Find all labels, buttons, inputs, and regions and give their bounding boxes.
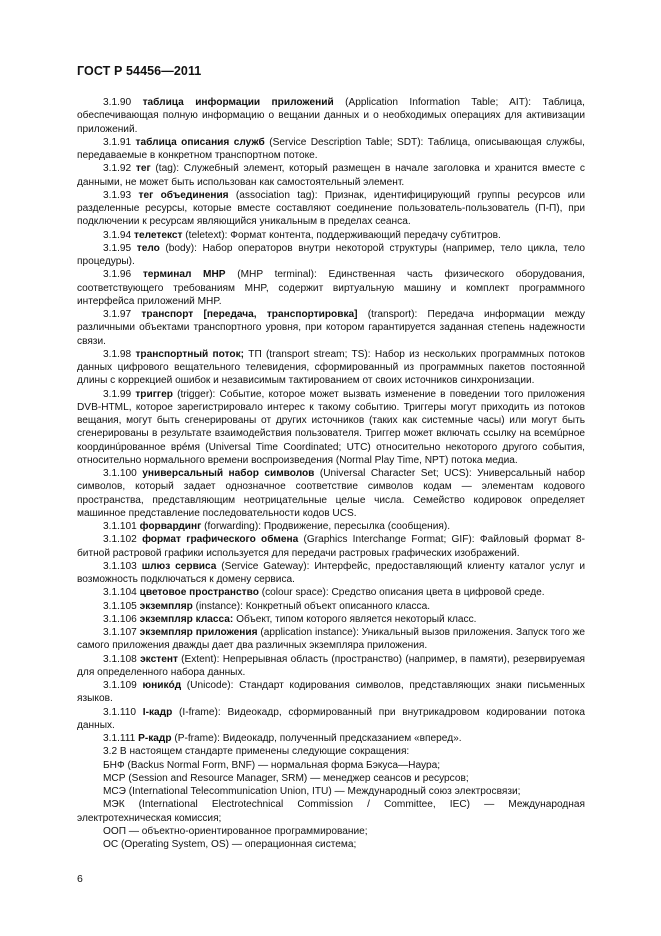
entry-number: 3.1.102	[103, 534, 137, 546]
entry-definition: (Extent): Непрерывная область (пространство) (например, в памяти), резервируемая для определенного набора данных.	[77, 653, 585, 678]
entry-term: тело	[136, 242, 160, 254]
definition-entry	[77, 626, 585, 653]
entry-term: I-кадр	[142, 706, 173, 718]
entry-term: цветовое пространство	[139, 587, 259, 599]
definition-entry	[77, 162, 585, 189]
definition-entry	[77, 613, 585, 626]
definition-entry	[77, 348, 585, 388]
entry-term: экземпляр класса:	[139, 613, 234, 625]
entry-number: 3.1.106	[103, 613, 137, 625]
entry-term: универсальный набор символов	[142, 468, 315, 479]
definition-entry	[77, 560, 585, 587]
entry-term: юникóд	[142, 680, 182, 691]
entry-number: 3.1.90	[103, 97, 132, 108]
entry-definition: Объект, типом которого является некоторый класс.	[233, 613, 477, 625]
entry-term: тег объединения	[138, 189, 229, 201]
entry-definition: (Service Gateway): Интерфейс, предоставляющий клиенту каталог услуг и возможность подключаться к домену сервиса.	[77, 560, 585, 585]
entry-term: транспорт [передача, транспортировка]	[141, 309, 358, 320]
definition-entry	[77, 467, 585, 520]
entry-definition: (instance): Конкретный объект описанного класса.	[192, 600, 431, 612]
entry-term: шлюз сервиса	[141, 560, 217, 572]
entry-term: экземпляр	[139, 600, 193, 612]
abbreviation-item: МЭК (International Electrotechnical Commission / Committee, IEC) — Международная электротехническая комиссия;	[77, 799, 585, 824]
entry-number: 3.1.91	[103, 136, 132, 148]
entry-term: Р-кадр	[138, 733, 172, 744]
entry-definition: (association tag): Признак, идентифицирующий группы ресурсов или разделенные ресурсы, которые вместе составляют соединение пользователь-пользователь (П-П), при подключении к ресурсам являющийся уникальным в пределах сеанса.	[77, 189, 585, 228]
entry-definition: (teletext): Формат контента, поддерживающий передачу субтитров.	[182, 229, 501, 241]
entry-definition: (I-frame): Видеокадр, сформированный при внутрикадровом кодировании потока данных.	[77, 706, 585, 731]
definition-entry	[77, 653, 585, 680]
abbreviation-item: МСР (Session and Resource Manager, SRM) — менеджер сеансов и ресурсов;	[103, 772, 469, 784]
definition-entry	[77, 520, 585, 533]
definition-entry	[77, 136, 585, 163]
entry-term: транспортный поток;	[135, 348, 245, 360]
abbreviation-item: ОС (Operating System, OS) — операционная система;	[103, 839, 357, 850]
definition-entry	[77, 229, 585, 242]
definition-entry	[77, 242, 585, 269]
document-header: ГОСТ Р 54456—2011	[77, 64, 202, 78]
entry-number: 3.1.100	[103, 468, 137, 479]
definition-entry	[77, 586, 585, 599]
entry-term: таблица описания служб	[135, 136, 265, 148]
entry-definition: ТП (transport stream; TS): Набор из нескольких программных потоков данных цифрового вещательного телевидения, сформированный из программных пакетов постоянной длины с коррекцией ошибок и независимым тактированием от своих источников синхронизации.	[77, 348, 585, 387]
entry-definition: (forwarding): Продвижение, пересылка (сообщения).	[201, 521, 451, 532]
entry-number: 3.1.97	[103, 309, 132, 320]
definition-entry	[77, 600, 585, 613]
entry-definition: (body): Набор операторов внутри некоторой структуры (например, тело цикла, тело процедуры).	[77, 242, 585, 267]
entry-term: таблица информации приложений	[142, 97, 334, 108]
entry-number: 3.1.108	[103, 653, 137, 665]
entry-number: 3.1.96	[103, 269, 132, 281]
definition-entry	[77, 308, 585, 348]
entry-term: формат графического обмена	[142, 534, 299, 546]
entry-term: тег	[135, 163, 151, 175]
entry-number: 3.1.93	[103, 189, 132, 201]
definition-entry	[77, 96, 585, 136]
entry-number: 3.1.92	[103, 163, 132, 175]
entry-term: форвардинг	[139, 521, 202, 532]
entry-number: 3.1.101	[103, 521, 137, 532]
abbreviation-item: БНФ (Backus Normal Form, BNF) — нормальная форма Бэкуса—Наура;	[103, 759, 441, 771]
entry-term: триггер	[135, 388, 173, 400]
entry-number: 3.1.110	[103, 706, 137, 718]
definition-entry	[77, 533, 585, 560]
entry-number: 3.1.109	[103, 680, 137, 691]
entry-term: экземпляр приложения	[139, 627, 258, 638]
entry-definition: (application instance): Уникальный вызов приложения. Запуск того же самого приложения дважды дает два различных экземпляра приложения.	[77, 627, 585, 652]
entry-definition: (Universal Character Set; UCS): Универсальный набор символов, который задает однозначное соответствие символов кодам — элементам кодового пространства, представляющим неотрицательные целые числа. Семейство кодировок определяет машинное представление последовательности кодов UCS.	[77, 468, 585, 519]
page-number: 6	[77, 873, 83, 885]
document-body	[77, 96, 585, 851]
entry-number: 3.1.95	[103, 242, 132, 254]
entry-number: 3.1.94	[103, 229, 132, 241]
entry-term: экстент	[140, 653, 178, 665]
entry-number: 3.1.107	[103, 627, 137, 638]
definition-entry	[77, 732, 585, 745]
abbreviations-intro: 3.2 В настоящем стандарте применены следующие сокращения:	[103, 746, 410, 758]
abbreviation-item: МСЭ (International Telecommunication Union, ITU) — Международный союз электросвязи;	[103, 786, 521, 797]
definition-entry	[77, 388, 585, 468]
entry-number: 3.1.99	[103, 388, 132, 400]
entry-number: 3.1.111	[103, 733, 136, 744]
entry-definition: (trigger): Событие, которое может вызвать изменение в поведении того приложения DVB-HTML, которое зарегистрировало интерес к такому событию. Триггеры могут приходить из потоков вещания, могут быть сгенерированы от других источников (таких как системные часы) или могут быть сгенерированы в результате взаимодействия пользователя. Триггер может включать ссылку на всемúрное координúрованное врéмя (Universal Time Coordinated; UTC) относительно некоторого другого события, относительно нормального времени воспроизведения (Normal Play Time, NPT) потока медиа.	[77, 388, 585, 466]
definition-entry	[77, 268, 585, 308]
definition-entry	[77, 679, 585, 706]
entry-number: 3.1.104	[103, 587, 137, 599]
entry-number: 3.1.105	[103, 600, 137, 612]
entry-definition: (Graphics Interchange Format; GIF): Файловый формат 8-битной растровой графики используется для передачи растровых графических изображений.	[77, 534, 585, 559]
entry-definition: (P-frame): Видеокадр, полученный предсказанием «вперед».	[171, 733, 462, 744]
entry-term: телетекст	[133, 229, 183, 241]
entry-definition: (tag): Служебный элемент, который размещен в начале заголовка и хранится вместе с данными, не может быть использован как самостоятельный элемент.	[77, 163, 585, 188]
entry-definition: (transport): Передача информации между различными объектами транспортного уровня, при котором гарантируется заданная степень надежности связи.	[77, 309, 585, 347]
definition-entry	[77, 706, 585, 733]
entry-definition: (MHP terminal): Единственная часть физического оборудования, соответствующего требованиям MHP, содержит виртуальную машину и комплект программного интерфейса приложений MHP.	[77, 269, 585, 307]
abbreviation-item: ООП — объектно-ориентированное программирование;	[103, 825, 368, 837]
entry-definition: (Service Description Table; SDT): Таблица, описывающая службы, передаваемые в конкретном транспортном потоке.	[77, 136, 585, 161]
entry-definition: (Unicode): Стандарт кодирования символов, представляющих знаки письменных языков.	[77, 680, 585, 705]
entry-term: терминал MHP	[142, 269, 226, 281]
entry-definition: (colour space): Средство описания цвета в цифровой среде.	[258, 587, 545, 599]
entry-definition: (Application Information Table; AIT): Таблица, обеспечивающая полную информацию о вещании данных и о необходимых операциях для активизации приложений.	[77, 97, 585, 135]
entry-number: 3.1.98	[103, 348, 132, 360]
entry-number: 3.1.103	[103, 560, 137, 572]
definition-entry	[77, 189, 585, 229]
